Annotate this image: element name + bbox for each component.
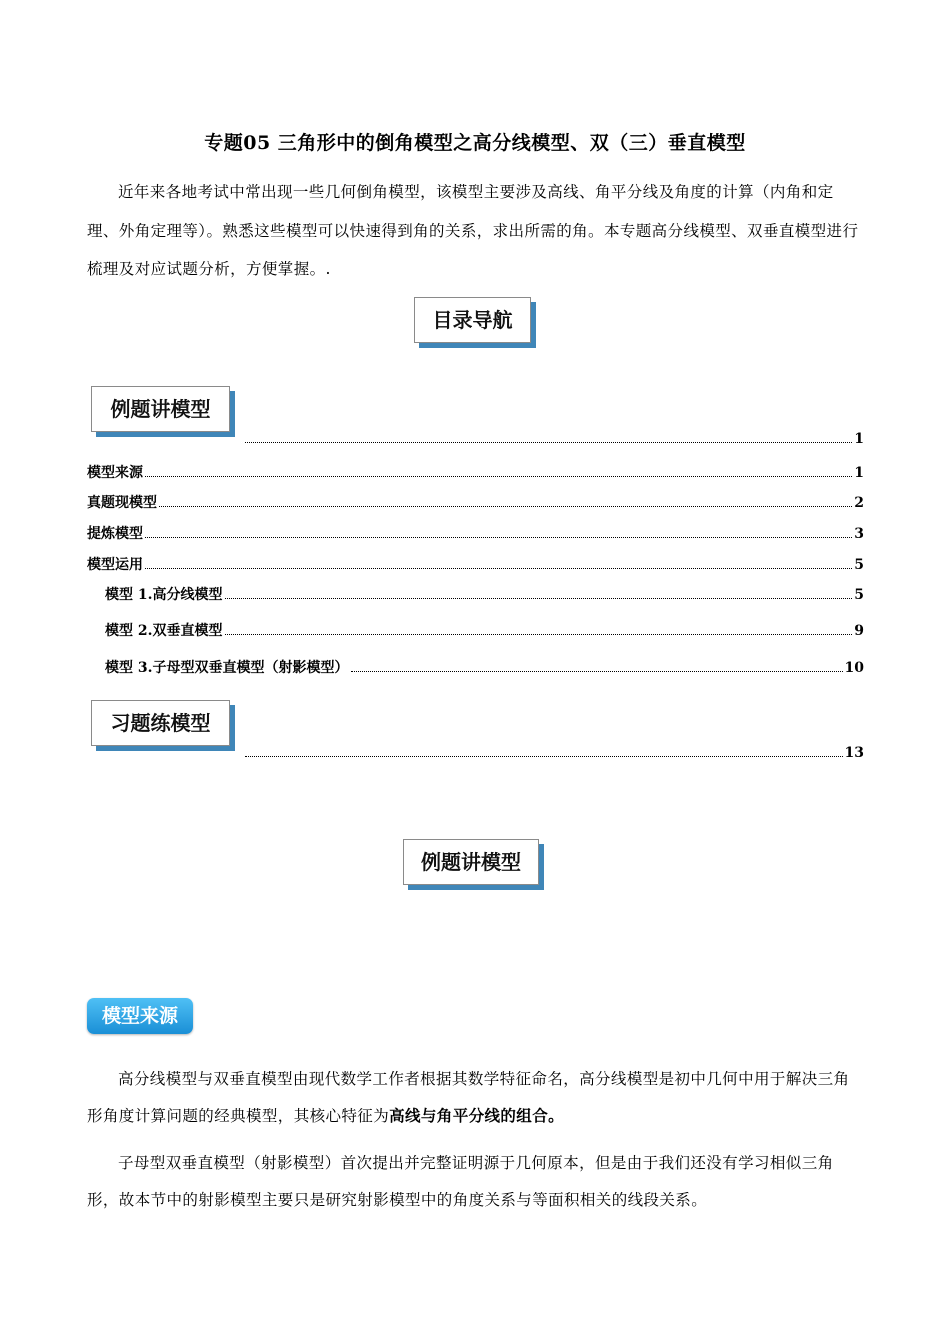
toc-section1-entry[interactable] — [243, 430, 864, 447]
toc-subitem-label: 模型 3.子母型双垂直模型（射影模型） — [105, 660, 349, 676]
toc-item[interactable] — [87, 523, 864, 543]
toc-item[interactable] — [87, 462, 864, 482]
toc-section2-entry[interactable] — [243, 744, 864, 761]
toc-section1-badge[interactable]: 例题讲模型 — [91, 386, 230, 432]
toc-subitem[interactable] — [105, 657, 864, 677]
model-source-tag: 模型来源 — [87, 998, 193, 1034]
toc-nav-badge: 目录导航 — [414, 297, 531, 343]
para1-text: 与双垂直模型由现代数学工作者根据其数学特征命名， — [197, 1070, 580, 1088]
para1-text-sans: 高分线模型是初中几何中用于解决三角形角度计算问题的经典模型，其核心特征为 — [87, 1070, 850, 1125]
toc-section2-badge[interactable]: 习题练模型 — [91, 700, 230, 746]
toc-page-number: 10 — [844, 660, 864, 676]
toc-leader-dots — [145, 525, 852, 538]
toc-page-number: 1 — [854, 431, 864, 447]
toc-leader-dots — [225, 586, 853, 599]
toc-leader-dots — [351, 659, 843, 672]
toc-page-number: 1 — [854, 465, 864, 481]
toc-subitem-label: 模型 1.高分线模型 — [105, 587, 223, 603]
intro-paragraph: 近年来各地考试中常出现一些几何倒角模型，该模型主要涉及高线、角平分线及角度的计算（内角和定理、外角定理等）。熟悉这些模型可以快速得到角的关系，求出所需的角。本专题高分线模型、双垂直模型进行梳理及对应试题分析，方便掌握。. — [87, 183, 859, 278]
toc-page-number: 3 — [854, 526, 864, 542]
para1-emphasis: 高线与角平分线的组合。 — [389, 1107, 565, 1125]
toc-subitem[interactable] — [105, 620, 864, 640]
toc-leader-dots — [245, 744, 843, 757]
toc-item-label: 真题现模型 — [87, 495, 157, 511]
toc-page-number: 5 — [854, 557, 864, 573]
page-title: 专题05 三角形中的倒角模型之高分线模型、双（三）垂直模型 — [204, 132, 746, 154]
toc-leader-dots — [145, 556, 852, 569]
toc-leader-dots — [159, 494, 852, 507]
toc-leader-dots — [145, 464, 852, 477]
source-paragraph-2: 子母型双垂直模型（射影模型）首次提出并完整证明源于几何原本，但是由于我们还没有学习相似三角形，故本节中的射影模型主要只是研究射影模型中的角度关系与等面积相关的线段关系。 — [87, 1154, 834, 1209]
toc-item[interactable] — [87, 554, 864, 574]
toc-leader-dots — [225, 622, 853, 635]
toc-leader-dots — [245, 430, 852, 443]
toc-page-number: 9 — [854, 623, 864, 639]
toc-item-label: 模型运用 — [87, 557, 143, 573]
toc-page-number: 13 — [844, 745, 864, 761]
toc-item[interactable] — [87, 492, 864, 512]
toc-page-number: 2 — [854, 495, 864, 511]
para1-term: 高分线模型 — [118, 1070, 198, 1088]
section-badge: 例题讲模型 — [403, 839, 539, 885]
toc-subitem-label: 模型 2.双垂直模型 — [105, 623, 223, 639]
toc-item-label: 模型来源 — [87, 465, 143, 481]
toc-page-number: 5 — [854, 587, 864, 603]
toc-item-label: 提炼模型 — [87, 526, 143, 542]
toc-subitem[interactable] — [105, 584, 864, 604]
source-paragraph-1 — [87, 1061, 863, 1135]
